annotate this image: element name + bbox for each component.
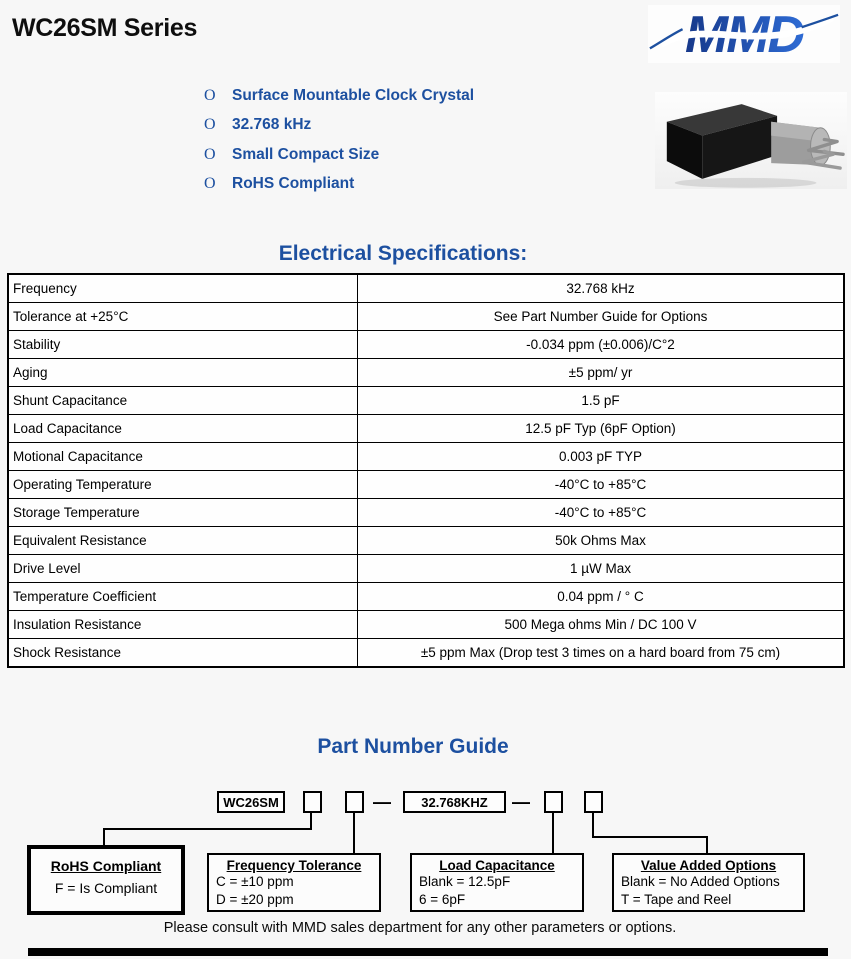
spec-row: [8, 303, 844, 331]
feature-label: 32.768 kHz: [232, 116, 312, 134]
feature-item: [204, 111, 474, 141]
connector-line: [552, 813, 554, 853]
legend-line: C = ±10 ppm: [216, 874, 294, 889]
spec-label-cell: Tolerance at +25°C: [8, 303, 358, 331]
spec-section-heading: Electrical Specifications:: [278, 242, 528, 265]
bullet-icon: O: [204, 145, 216, 163]
connector-line: [310, 813, 312, 829]
bottom-bar: [28, 948, 828, 956]
feature-list: [204, 81, 474, 199]
dash-separator: —: [512, 791, 530, 812]
spec-table: [7, 273, 845, 668]
feature-label: RoHS Compliant: [232, 175, 355, 193]
spec-row: [8, 583, 844, 611]
bullet-icon: O: [204, 86, 216, 104]
spec-row: [8, 611, 844, 639]
connector-line: [103, 828, 312, 830]
frequency-code-box: 32.768KHZ: [403, 791, 506, 813]
spec-row: [8, 555, 844, 583]
spec-value-cell: -40°C to +85°C: [358, 471, 845, 499]
spec-value-cell: 12.5 pF Typ (6pF Option): [358, 415, 845, 443]
spec-row: [8, 443, 844, 471]
part-base-code-box: WC26SM: [217, 791, 285, 813]
spec-label-cell: Temperature Coefficient: [8, 583, 358, 611]
spec-row: [8, 274, 844, 303]
spec-row: [8, 527, 844, 555]
spec-label-cell: Equivalent Resistance: [8, 527, 358, 555]
connector-line: [103, 830, 105, 845]
legend-title: Frequency Tolerance: [226, 858, 362, 873]
value-added-option-box: [584, 791, 603, 813]
spec-label-cell: Storage Temperature: [8, 499, 358, 527]
spec-row: [8, 359, 844, 387]
rohs-option-box: [303, 791, 322, 813]
spec-row: [8, 639, 844, 668]
legend-line: Blank = 12.5pF: [419, 874, 511, 889]
load-cap-option-box: [544, 791, 563, 813]
legend-title: Load Capacitance: [439, 858, 555, 873]
connector-line: [592, 813, 594, 838]
legend-box-rohs: [27, 845, 185, 915]
legend-box-frequency-tolerance: [207, 853, 381, 912]
spec-row: [8, 499, 844, 527]
spec-label-cell: Stability: [8, 331, 358, 359]
part-guide-heading: Part Number Guide: [317, 735, 509, 758]
tolerance-option-box: [345, 791, 364, 813]
spec-value-cell: 0.003 pF TYP: [358, 443, 845, 471]
spec-row: [8, 415, 844, 443]
legend-box-load-capacitance: [410, 853, 584, 912]
mmd-logo-text: MMD: [684, 5, 804, 63]
spec-label-cell: Operating Temperature: [8, 471, 358, 499]
legend-box-value-added-options: [612, 853, 805, 912]
spec-label-cell: Shunt Capacitance: [8, 387, 358, 415]
spec-label-cell: Insulation Resistance: [8, 611, 358, 639]
footer-note: Please consult with MMD sales department for any other parameters or options.: [163, 920, 677, 936]
feature-label: Surface Mountable Clock Crystal: [232, 86, 475, 104]
spec-label-cell: Motional Capacitance: [8, 443, 358, 471]
dash-separator: —: [373, 791, 391, 812]
spec-value-cell: 1 µW Max: [358, 555, 845, 583]
feature-item: [204, 81, 474, 111]
legend-line: Blank = No Added Options: [621, 874, 780, 889]
page-title: WC26SM Series: [12, 14, 198, 42]
spec-row: [8, 471, 844, 499]
spec-value-cell: ±5 ppm/ yr: [358, 359, 845, 387]
bullet-icon: O: [204, 116, 216, 134]
spec-label-cell: Shock Resistance: [8, 639, 358, 668]
spec-label-cell: Load Capacitance: [8, 415, 358, 443]
feature-label: Small Compact Size: [232, 145, 380, 163]
crystal-product-image: [655, 92, 847, 189]
feature-item: [204, 170, 474, 200]
spec-label-cell: Aging: [8, 359, 358, 387]
spec-value-cell: ±5 ppm Max (Drop test 3 times on a hard board from 75 cm): [358, 639, 845, 668]
legend-title: Value Added Options: [640, 858, 777, 873]
bullet-icon: O: [204, 175, 216, 193]
mmd-logo: [648, 5, 840, 63]
legend-line: T = Tape and Reel: [621, 892, 732, 907]
connector-line: [706, 838, 708, 853]
legend-line: F = Is Compliant: [54, 880, 158, 896]
spec-label-cell: Drive Level: [8, 555, 358, 583]
spec-value-cell: 500 Mega ohms Min / DC 100 V: [358, 611, 845, 639]
spec-value-cell: 0.04 ppm / ° C: [358, 583, 845, 611]
spec-value-cell: -0.034 ppm (±0.006)/C°2: [358, 331, 845, 359]
legend-line: 6 = 6pF: [419, 892, 466, 907]
spec-value-cell: 1.5 pF: [358, 387, 845, 415]
spec-value-cell: -40°C to +85°C: [358, 499, 845, 527]
spec-label-cell: Frequency: [8, 274, 358, 303]
spec-row: [8, 331, 844, 359]
spec-value-cell: See Part Number Guide for Options: [358, 303, 845, 331]
connector-line: [353, 813, 355, 853]
legend-line: D = ±20 ppm: [216, 892, 294, 907]
mmd-logo-graphic: [648, 5, 840, 63]
legend-title: RoHS Compliant: [50, 858, 162, 874]
spec-row: [8, 387, 844, 415]
product-photo: [655, 92, 847, 189]
spec-value-cell: 50k Ohms Max: [358, 527, 845, 555]
feature-item: [204, 140, 474, 170]
spec-value-cell: 32.768 kHz: [358, 274, 845, 303]
connector-line: [592, 836, 708, 838]
